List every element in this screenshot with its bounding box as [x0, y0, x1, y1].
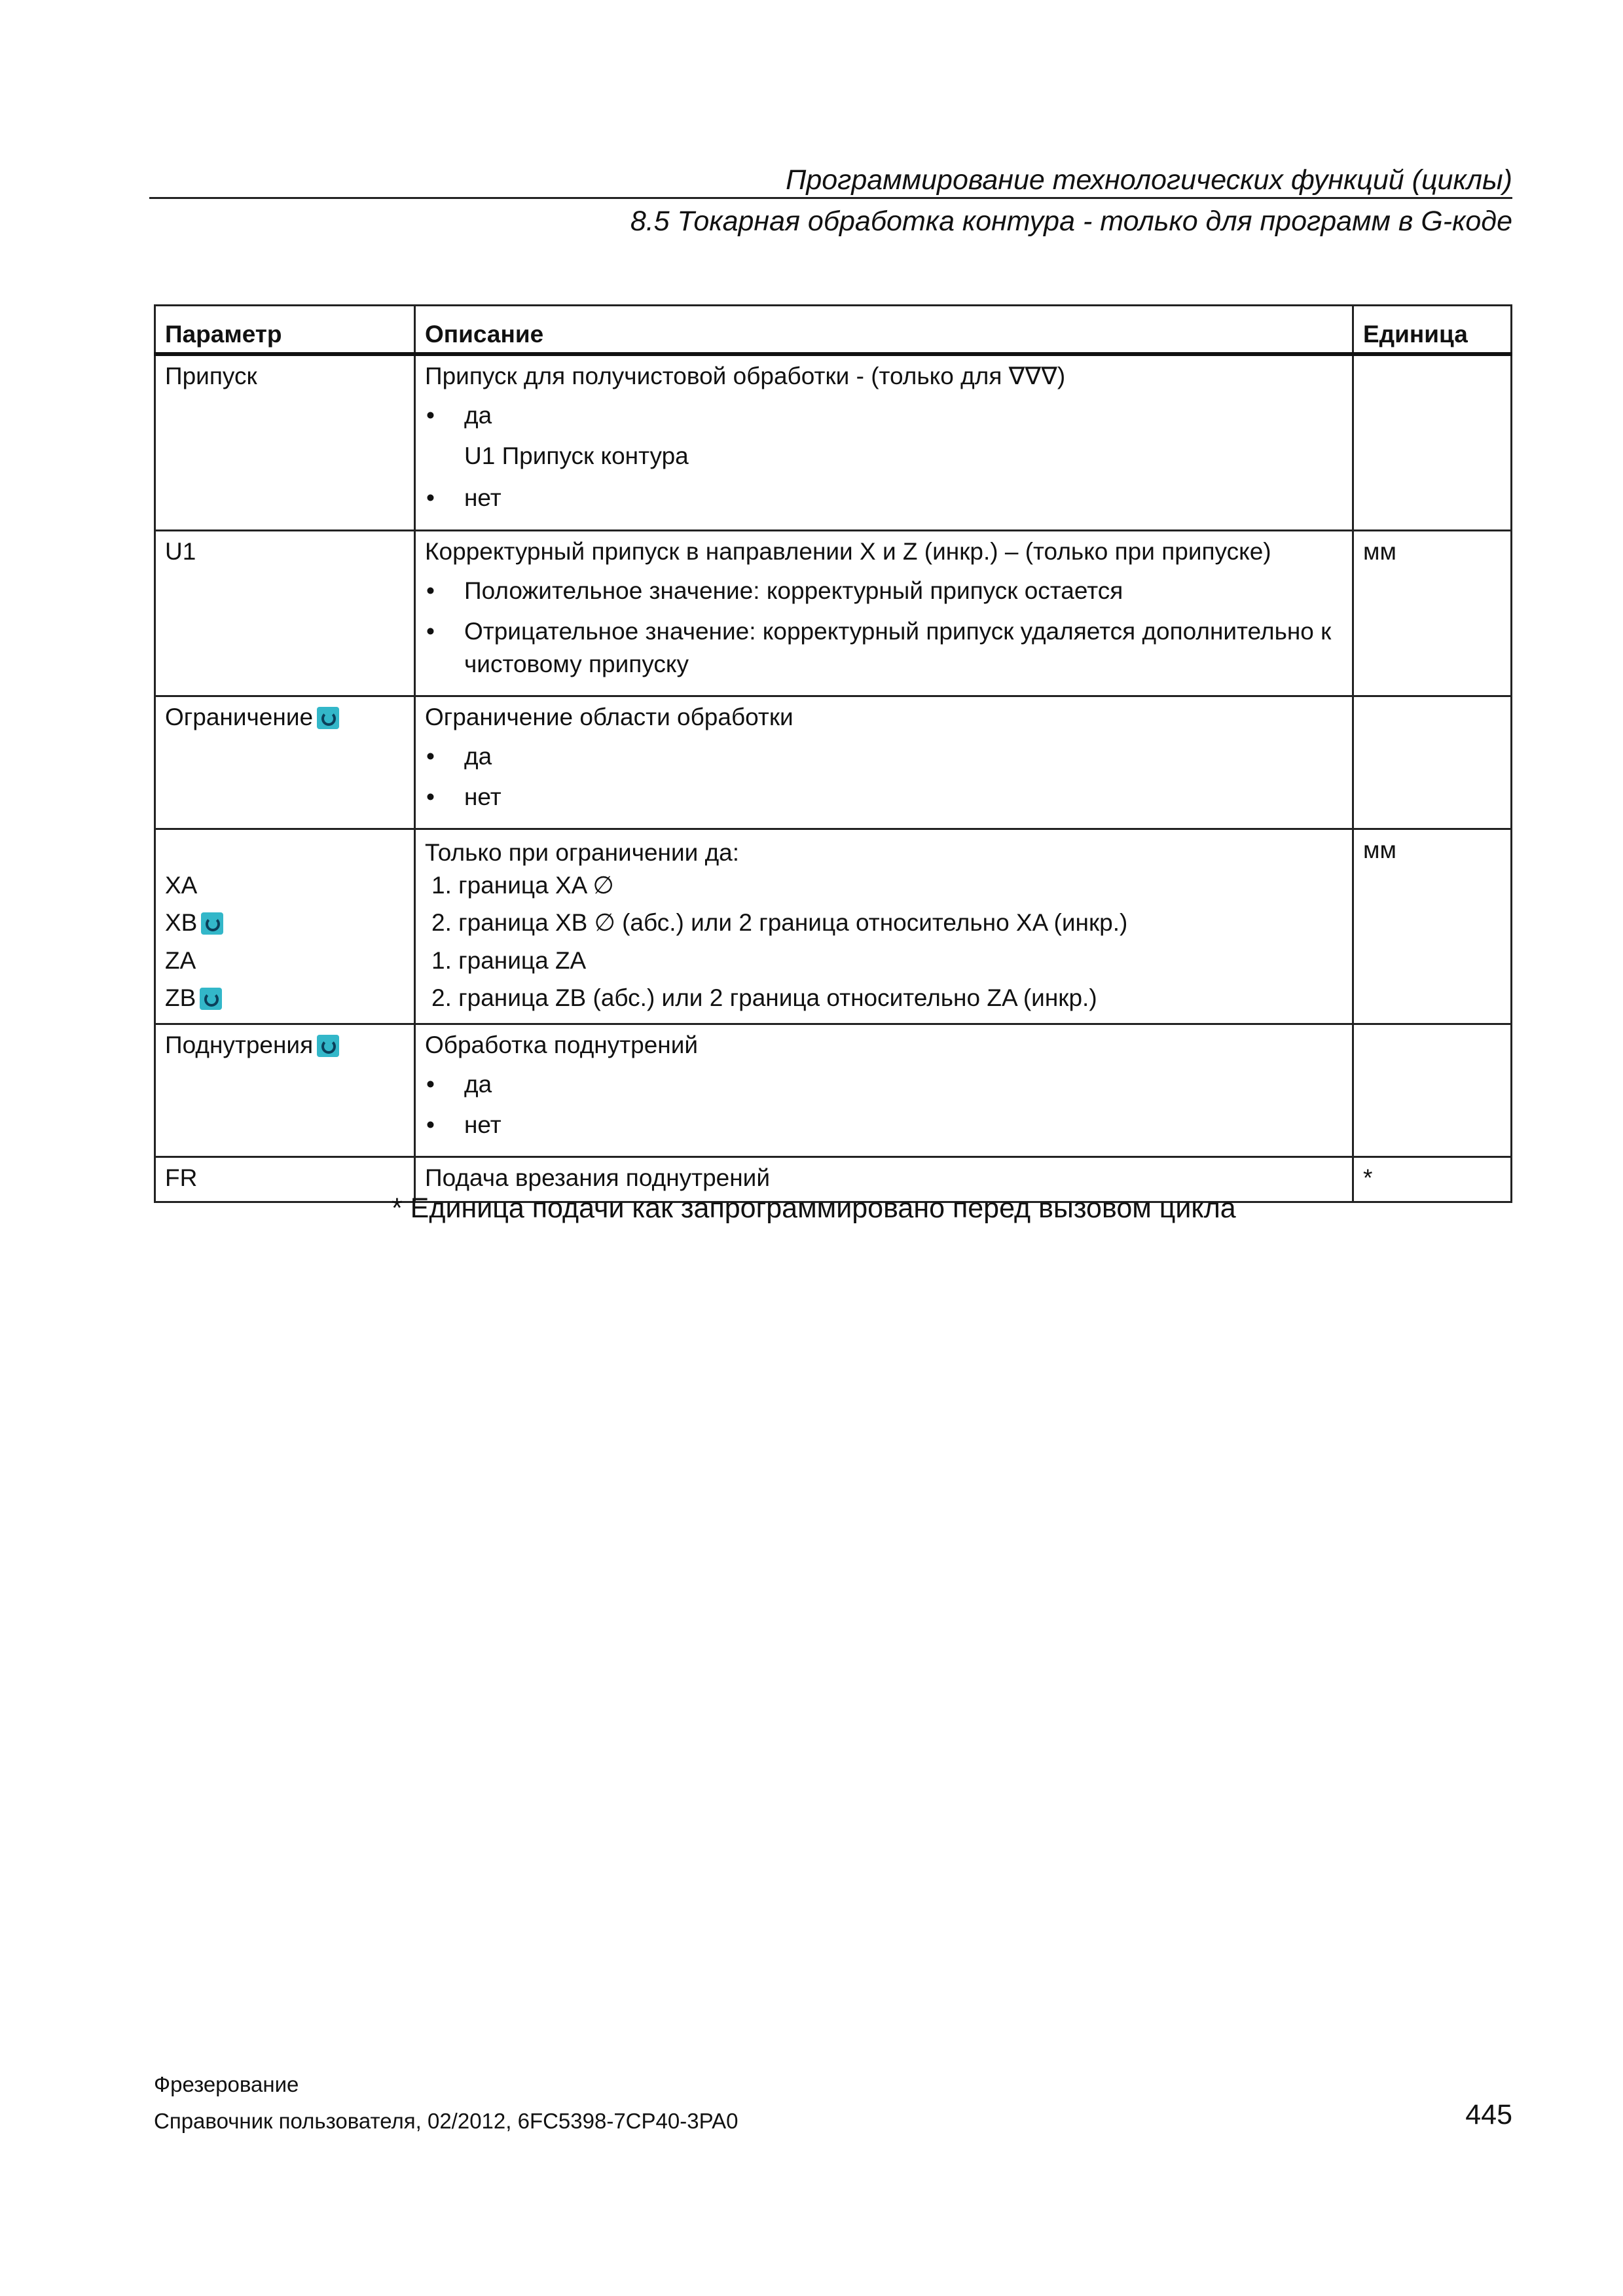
footer-doc-info: Справочник пользователя, 02/2012, 6FC5398-7CP40-3PA0: [154, 2109, 739, 2133]
param-cell: FR: [155, 1157, 415, 1202]
table-row: [155, 696, 1512, 829]
header-desc: Описание: [415, 306, 1353, 354]
table-row: [155, 1024, 1512, 1157]
list-item: • Положительное значение: корректурный припуск остается: [425, 575, 1343, 607]
page-number: 445: [1465, 2099, 1512, 2130]
cycle-toggle-icon: [200, 988, 222, 1010]
unit-cell: [1353, 354, 1512, 531]
cycle-toggle-icon: [201, 912, 223, 935]
cycle-toggle-icon: [317, 707, 339, 729]
option-list: [425, 575, 1343, 681]
table-row: [155, 354, 1512, 531]
table-row: [155, 531, 1512, 696]
option-list: [425, 1068, 1343, 1141]
list-item: • нет: [425, 1109, 1343, 1141]
section-title: 8.5 Токарная обработка контура - только для программ в G-коде: [630, 206, 1512, 237]
list-item: • да: [425, 399, 1343, 432]
list-item: • нет: [425, 781, 1343, 814]
unit-cell: мм: [1353, 829, 1512, 1024]
list-item: • да: [425, 740, 1343, 773]
unit-cell: [1353, 1024, 1512, 1157]
list-item: • да: [425, 1068, 1343, 1101]
sub-parameter: U1 Припуск контура: [464, 442, 689, 469]
parameter-table: [154, 304, 1512, 1203]
desc-cell: Обработка поднутрений • да • нет: [415, 1024, 1353, 1157]
option-list: [425, 740, 1343, 814]
desc-cell: Подача врезания поднутрений: [415, 1157, 1353, 1202]
unit-cell: мм: [1353, 531, 1512, 696]
table-footnote: * Единица подачи как запрограммировано перед вызовом цикла: [392, 1193, 1236, 1224]
unit-cell: [1353, 696, 1512, 829]
table-row: [155, 829, 1512, 1024]
desc-cell: Припуск для получистовой обработки - (только для ∇∇∇) • да U1 Припуск контура • нет: [415, 354, 1353, 531]
header-rule: [149, 197, 1512, 199]
param-cell: Поднутрения: [155, 1024, 415, 1157]
cycle-toggle-icon: [317, 1035, 339, 1057]
param-cell: XA XB ZA ZB: [155, 829, 415, 1024]
unit-cell: *: [1353, 1157, 1512, 1202]
option-list: [425, 482, 1343, 514]
footer-doc-title: Фрезерование: [154, 2072, 299, 2096]
list-item: • Отрицательное значение: корректурный припуск удаляется дополнительно к чистовому припуску: [425, 615, 1343, 681]
chapter-title: Программирование технологических функций (циклы): [786, 164, 1512, 196]
list-item: • нет: [425, 482, 1343, 514]
option-list: [425, 399, 1343, 432]
table-header-row: [155, 306, 1512, 354]
param-cell: Припуск: [155, 354, 415, 531]
param-cell: U1: [155, 531, 415, 696]
desc-cell: Корректурный припуск в направлении X и Z (инкр.) – (только при припуске) • Положительное значение: корректурный припуск остается • Отрицательное значение: корректурный припуск удаляется дополнительно к чистовому припуску: [415, 531, 1353, 696]
desc-cell: Только при ограничении да: 1. граница XA ∅ 2. граница XB ∅ (абс.) или 2 граница относительно XA (инкр.) 1. граница ZA 2. граница ZB (абс.) или 2 граница относительно ZA (инкр.): [415, 829, 1353, 1024]
header-unit: Единица: [1353, 306, 1512, 354]
param-cell: Ограничение: [155, 696, 415, 829]
header-param: Параметр: [155, 306, 415, 354]
desc-cell: Ограничение области обработки • да • нет: [415, 696, 1353, 829]
